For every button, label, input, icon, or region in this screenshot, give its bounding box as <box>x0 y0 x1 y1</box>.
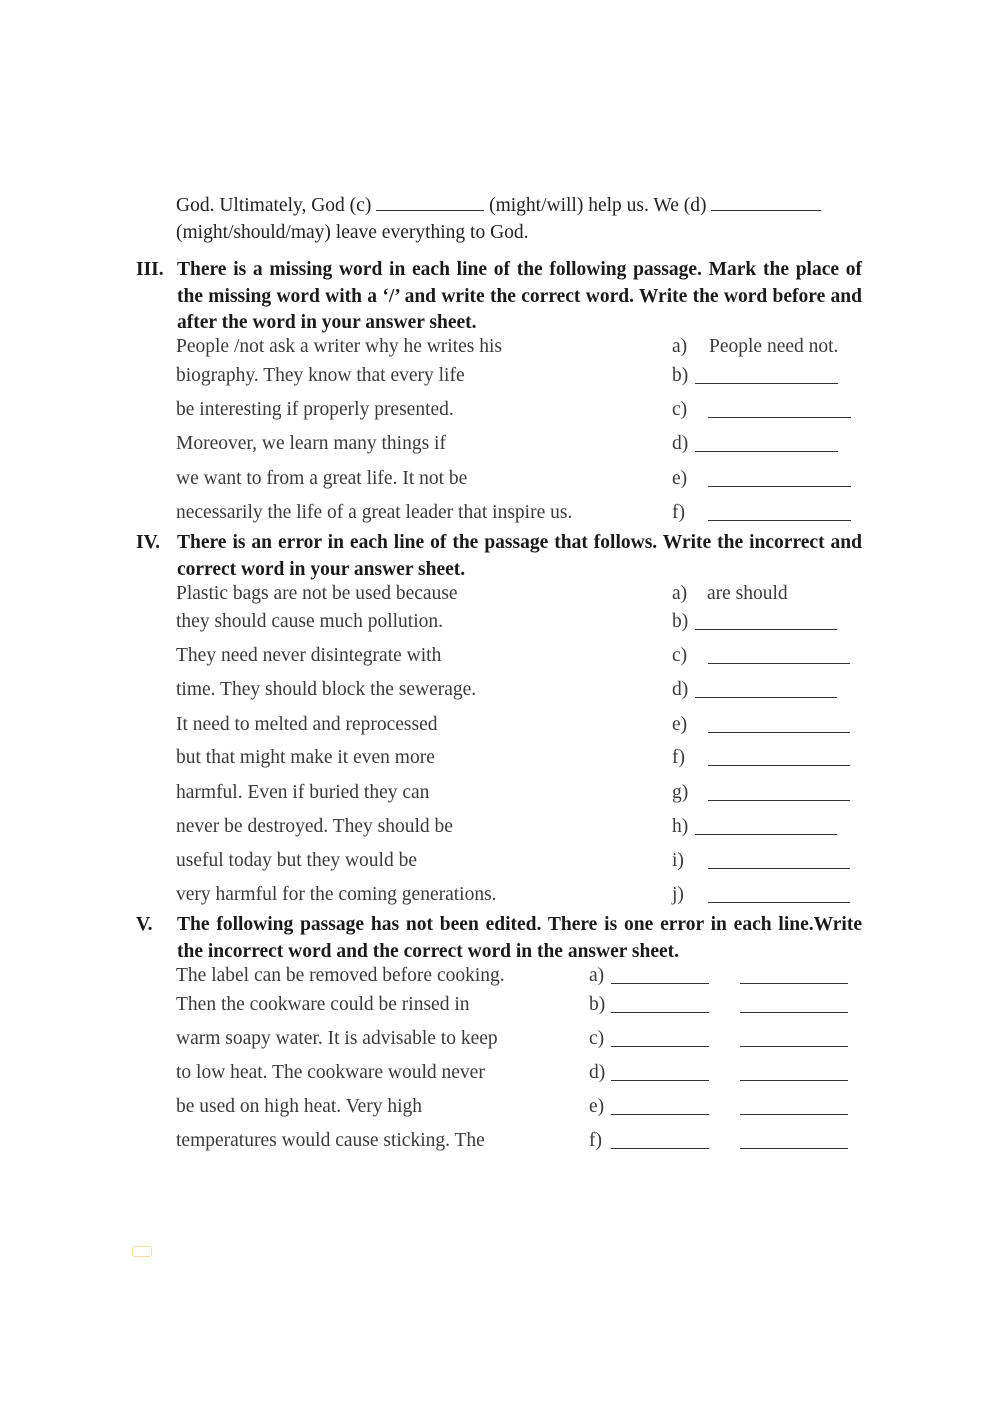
answer-row <box>0 1028 1000 1058</box>
passage-line: temperatures would cause sticking. The <box>176 1130 485 1151</box>
item-label: e) <box>589 1096 605 1117</box>
item-label: e) <box>672 714 688 735</box>
incorrect-word-blank[interactable] <box>611 1114 709 1115</box>
passage-line: They need never disintegrate with <box>176 645 442 666</box>
incorrect-word-blank[interactable] <box>611 1148 709 1149</box>
incorrect-word-blank[interactable] <box>611 1046 709 1047</box>
section-4-heading <box>136 530 862 583</box>
passage-line: to low heat. The cookware would never <box>176 1062 485 1083</box>
correct-word-blank[interactable] <box>740 1148 848 1149</box>
item-label: a) <box>672 583 688 604</box>
passage-line: harmful. Even if buried they can <box>176 782 430 803</box>
item-label: h) <box>672 816 689 837</box>
passage-line: be used on high heat. Very high <box>176 1096 423 1117</box>
answer-row <box>0 1130 1000 1160</box>
answer-blank[interactable] <box>708 417 851 418</box>
section-3-instruction: There is a missing word in each line of the following passage. Mark the place of the missing word with a ‘/’ and write the correct word. Write the word before and after the word in your answer sheet. <box>177 259 862 333</box>
section-4-instruction: There is an error in each line of the passage that follows. Write the incorrect and correct word in your answer sheet. <box>177 532 862 580</box>
answer-row <box>0 994 1000 1024</box>
answer-row <box>0 747 1000 777</box>
answer-blank[interactable] <box>708 868 850 869</box>
passage-line: biography. They know that every life <box>176 365 465 386</box>
answer-blank[interactable] <box>708 520 851 521</box>
answer-row <box>0 965 1000 995</box>
item-label: a) <box>672 336 688 357</box>
section-5-heading <box>136 912 862 965</box>
faint-stamp-mark <box>132 1246 152 1257</box>
sample-answer: are should <box>707 583 788 604</box>
correct-word-blank[interactable] <box>740 1046 848 1047</box>
answer-row <box>0 1062 1000 1092</box>
blank-c[interactable] <box>376 192 484 211</box>
section-4-number: IV. <box>136 532 161 553</box>
item-label: c) <box>672 645 688 666</box>
item-label: c) <box>672 399 688 420</box>
correct-word-blank[interactable] <box>740 1012 848 1013</box>
passage-line: Moreover, we learn many things if <box>176 433 446 454</box>
answer-row <box>0 502 1000 532</box>
section-5-number: V. <box>136 914 153 935</box>
item-label: f) <box>589 1130 602 1151</box>
item-label: e) <box>672 468 688 489</box>
section-3-heading <box>136 257 862 337</box>
answer-row <box>0 714 1000 744</box>
passage-line: warm soapy water. It is advisable to keep <box>176 1028 498 1049</box>
correct-word-blank[interactable] <box>740 1080 848 1081</box>
passage-line: The label can be removed before cooking. <box>176 965 505 986</box>
section-3-number: III. <box>136 259 164 280</box>
answer-row <box>0 1096 1000 1126</box>
intro-line-2: (might/should/may) leave everything to God. <box>176 222 529 243</box>
incorrect-word-blank[interactable] <box>611 983 709 984</box>
item-label: d) <box>672 679 689 700</box>
answer-blank[interactable] <box>708 663 850 664</box>
answer-row <box>0 884 1000 914</box>
answer-blank[interactable] <box>708 800 850 801</box>
item-label: f) <box>672 502 685 523</box>
item-label: c) <box>589 1028 605 1049</box>
answer-row <box>0 583 1000 613</box>
intro-text-2: (might/will) help us. We (d) <box>489 195 707 216</box>
answer-blank[interactable] <box>708 486 851 487</box>
answer-blank[interactable] <box>708 732 850 733</box>
intro-text-1: God. Ultimately, God (c) <box>176 195 372 216</box>
answer-blank[interactable] <box>708 902 850 903</box>
passage-line: they should cause much pollution. <box>176 611 444 632</box>
answer-row <box>0 816 1000 846</box>
incorrect-word-blank[interactable] <box>611 1012 709 1013</box>
item-label: a) <box>589 965 605 986</box>
item-label: b) <box>672 365 689 386</box>
incorrect-word-blank[interactable] <box>611 1080 709 1081</box>
answer-blank[interactable] <box>695 383 838 384</box>
passage-line: People /not ask a writer why he writes his <box>176 336 503 357</box>
answer-row <box>0 365 1000 395</box>
passage-line: very harmful for the coming generations. <box>176 884 497 905</box>
item-label: d) <box>589 1062 606 1083</box>
blank-d[interactable] <box>711 192 821 211</box>
passage-line: time. They should block the sewerage. <box>176 679 477 700</box>
answer-row <box>0 611 1000 641</box>
passage-line: useful today but they would be <box>176 850 417 871</box>
passage-line: Then the cookware could be rinsed in <box>176 994 470 1015</box>
passage-line: we want to from a great life. It not be <box>176 468 468 489</box>
answer-blank[interactable] <box>695 834 837 835</box>
answer-row <box>0 679 1000 709</box>
passage-line: It need to melted and reprocessed <box>176 714 438 735</box>
intro-line-1 <box>176 192 866 219</box>
item-label: d) <box>672 433 689 454</box>
passage-line: but that might make it even more <box>176 747 435 768</box>
passage-line: Plastic bags are not be used because <box>176 583 458 604</box>
passage-line: never be destroyed. They should be <box>176 816 453 837</box>
answer-row <box>0 433 1000 463</box>
answer-row <box>0 336 1000 366</box>
item-label: j) <box>672 884 684 905</box>
passage-line: be interesting if properly presented. <box>176 399 454 420</box>
item-label: b) <box>589 994 606 1015</box>
answer-blank[interactable] <box>708 765 850 766</box>
section-5-instruction: The following passage has not been edited. There is one error in each line.Write the incorrect word and the correct word in the answer sheet. <box>177 914 862 962</box>
sample-answer: People need not. <box>709 336 839 357</box>
answer-row <box>0 399 1000 429</box>
passage-line: necessarily the life of a great leader that inspire us. <box>176 502 573 523</box>
answer-row <box>0 468 1000 498</box>
answer-row <box>0 782 1000 812</box>
item-label: b) <box>672 611 689 632</box>
correct-word-blank[interactable] <box>740 983 848 984</box>
answer-blank[interactable] <box>695 629 837 630</box>
item-label: i) <box>672 850 684 871</box>
intro-passage <box>176 192 866 246</box>
answer-row <box>0 645 1000 675</box>
answer-blank[interactable] <box>695 451 838 452</box>
correct-word-blank[interactable] <box>740 1114 848 1115</box>
item-label: g) <box>672 782 689 803</box>
answer-row <box>0 850 1000 880</box>
answer-blank[interactable] <box>695 697 837 698</box>
item-label: f) <box>672 747 685 768</box>
